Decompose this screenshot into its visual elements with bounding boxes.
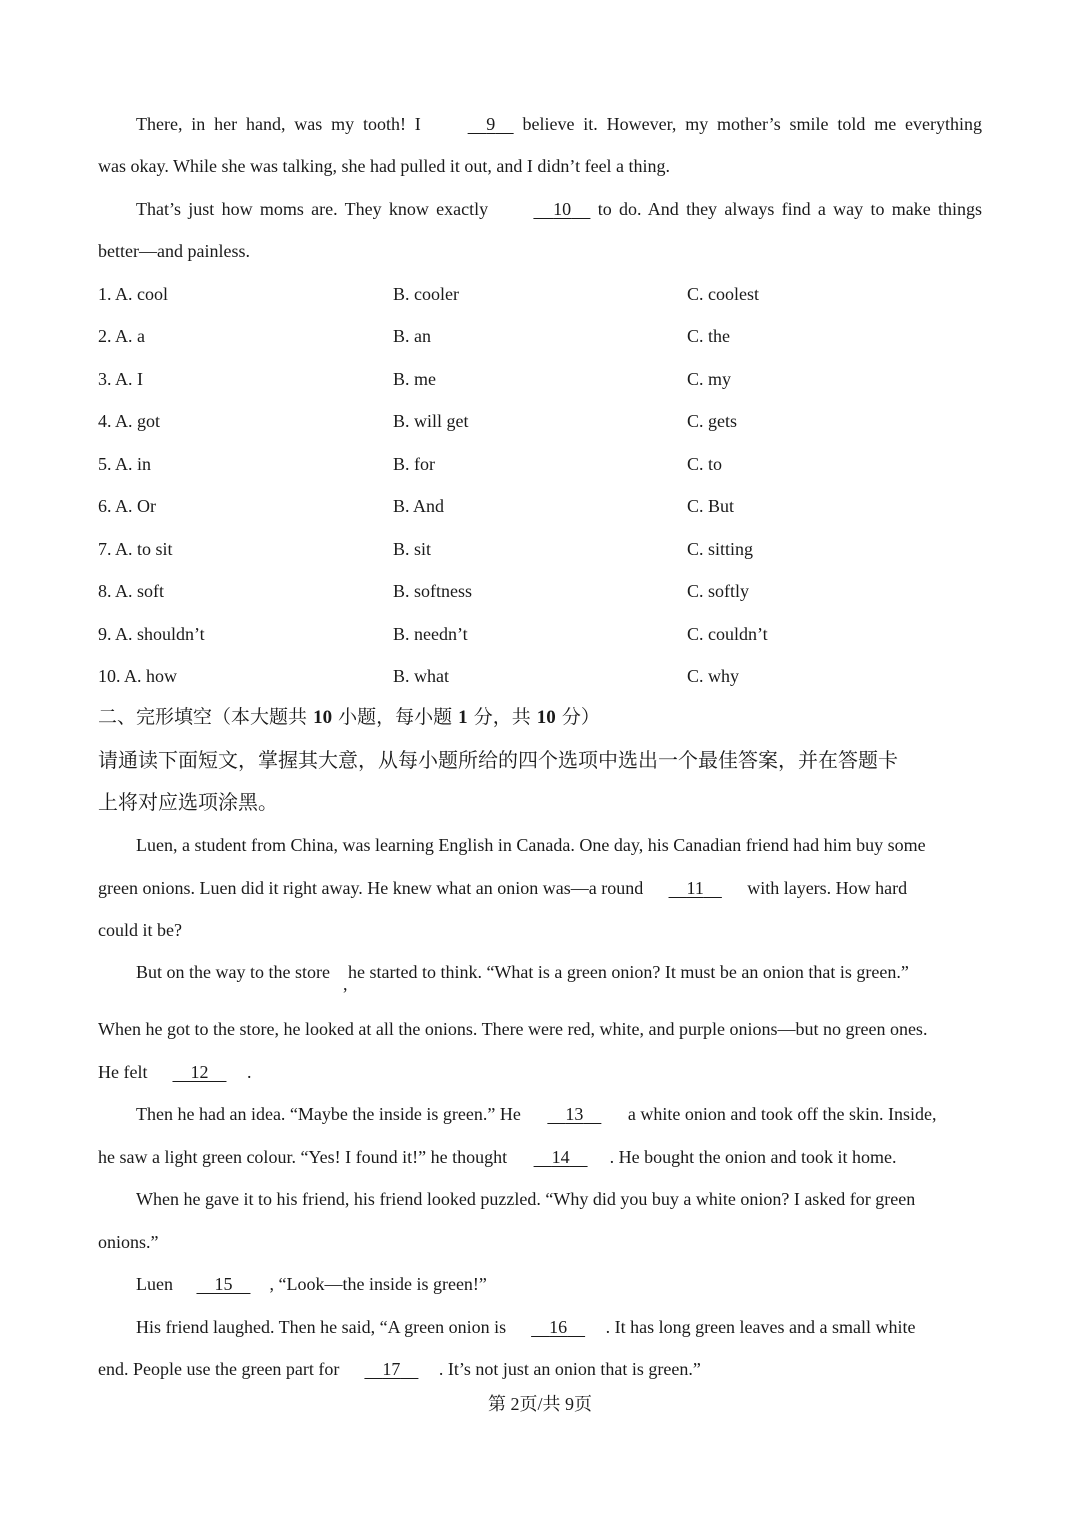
- option-8-a: 8. A. soft: [98, 581, 165, 601]
- blank-16: 16: [549, 1317, 568, 1337]
- blank-15: 15: [214, 1274, 233, 1294]
- blank-11: 11: [686, 878, 704, 898]
- option-1-c: C. coolest: [687, 284, 759, 304]
- option-2-a: 2. A. a: [98, 326, 145, 346]
- passage2-p2-line1: But on the way to the store he started to think. “What is a green onion? It must be an onion that is green.”: [136, 962, 909, 982]
- option-9-b: B. needn’t: [393, 624, 468, 644]
- passage2-p3-line1: When he got to the store, he looked at all the onions. There were red, white, and purple onions—but no green ones.: [98, 1019, 928, 1039]
- option-3-b: B. me: [393, 369, 436, 389]
- option-3-a: 3. A. I: [98, 369, 143, 389]
- passage1-line2: was okay. While she was talking, she had pulled it out, and I didn’t feel a thing.: [98, 156, 671, 176]
- option-3-c: C. my: [687, 369, 732, 389]
- passage1-line1: There, in her hand, was my tooth! I 9 believe it. However, my mother’s smile told me everything: [136, 114, 982, 134]
- option-1-a: 1. A. cool: [98, 284, 168, 304]
- option-7-b: B. sit: [393, 539, 432, 559]
- option-9-c: C. couldn’t: [687, 624, 768, 644]
- stray-comma: ,: [343, 974, 348, 994]
- section2-heading: 二、完形填空（本大题共 10 小题，每小题 1 分，共 10 分）: [98, 706, 600, 728]
- passage2-p1-line2: green onions. Luen did it right away. He knew what an onion was—a round 11 with layers. How hard: [98, 878, 908, 898]
- option-7-a: 7. A. to sit: [98, 539, 173, 559]
- blank-14: 14: [551, 1147, 570, 1167]
- blank-9: 9: [486, 114, 496, 134]
- option-5-a: 5. A. in: [98, 454, 152, 474]
- passage2-p3-line2: He felt 12 .: [98, 1062, 252, 1082]
- option-2-c: C. the: [687, 326, 730, 346]
- passage1-line3: That’s just how moms are. They know exactly 10 to do. And they always find a way to make things: [136, 199, 983, 219]
- passage2-p1-line1: Luen, a student from China, was learning English in Canada. One day, his Canadian friend had him buy some: [136, 835, 926, 855]
- passage2-p7-line2: end. People use the green part for 17 . It’s not just an onion that is green.”: [98, 1359, 701, 1379]
- passage2-p6-line1: Luen 15 , “Look—the inside is green!”: [136, 1274, 487, 1294]
- option-8-c: C. softly: [687, 581, 750, 601]
- option-6-a: 6. A. Or: [98, 496, 156, 516]
- option-7-c: C. sitting: [687, 539, 754, 559]
- option-6-b: B. And: [393, 496, 445, 516]
- passage2-p1-line3: could it be?: [98, 920, 182, 940]
- passage2-p4-line2: he saw a light green colour. “Yes! I found it!” he thought 14 . He bought the onion and took it home.: [98, 1147, 897, 1167]
- page-footer: 第 2页/共 9页: [487, 1394, 592, 1414]
- option-4-c: C. gets: [687, 411, 738, 431]
- passage2-p7-line1: His friend laughed. Then he said, “A green onion is 16 . It has long green leaves and a small white: [136, 1317, 916, 1337]
- blank-12: 12: [190, 1062, 209, 1082]
- passage1-line4: better—and painless.: [98, 241, 250, 261]
- passage2-p5-line2: onions.”: [98, 1232, 159, 1252]
- option-8-b: B. softness: [393, 581, 473, 601]
- option-6-c: C. But: [687, 496, 735, 516]
- section2-instructions-line1: 请通读下面短文，掌握其大意，从每小题所给的四个选项中选出一个最佳答案，并在答题卡: [98, 748, 898, 772]
- option-10-b: B. what: [393, 666, 449, 686]
- option-1-b: B. cooler: [393, 284, 459, 304]
- option-5-b: B. for: [393, 454, 435, 474]
- passage2-p5-line1: When he gave it to his friend, his friend looked puzzled. “Why did you buy a white onion? I asked for green: [136, 1189, 916, 1209]
- option-10-c: C. why: [687, 666, 740, 686]
- option-4-b: B. will get: [393, 411, 469, 431]
- option-5-c: C. to: [687, 454, 723, 474]
- option-10-a: 10. A. how: [98, 666, 178, 686]
- passage2-p4-line1: Then he had an idea. “Maybe the inside is green.” He 13 a white onion and took off the skin. Inside,: [136, 1104, 937, 1124]
- option-9-a: 9. A. shouldn’t: [98, 624, 205, 644]
- option-2-b: B. an: [393, 326, 431, 346]
- blank-17: 17: [382, 1359, 401, 1379]
- blank-13: 13: [565, 1104, 584, 1124]
- option-4-a: 4. A. got: [98, 411, 161, 431]
- section2-instructions-line2: 上将对应选项涂黑。: [98, 790, 278, 814]
- blank-10: 10: [553, 199, 572, 219]
